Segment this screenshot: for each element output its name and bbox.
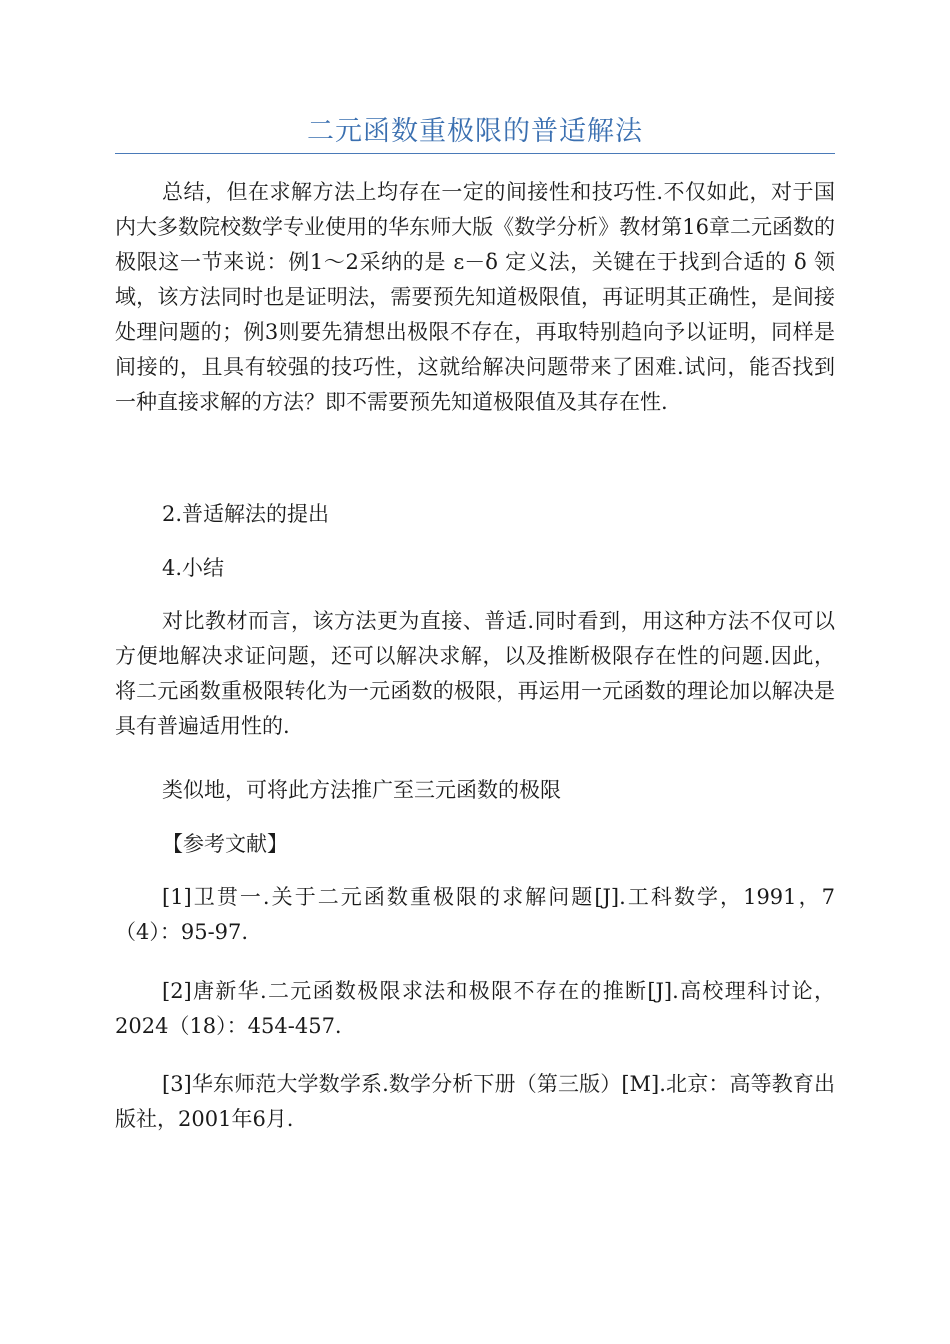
paragraph-summary: 总结，但在求解方法上均存在一定的间接性和技巧性.不仅如此，对于国内大多数院校数学专业使用的华东师大版《数学分析》教材第16章二元函数的极限这一节来说：例1～2采纳的是 ε－δ 定义法，关键在于找到合适的 δ 领域，该方法同时也是证明法，需要预先知道极限值，再证明其正确性，是间接处理问题的；例3则要先猜想出极限不存在，再取特别趋向予以证明，同样是间接的，且具有较强的技巧性，这就给解决问题带来了困难.试问，能否找到一种直接求解的方法？即不需要预先知道极限值及其存在性. — [115, 180, 835, 414]
references-heading: 【参考文献】 — [162, 832, 288, 856]
section-heading-conclusion: 4.小结 — [162, 556, 225, 580]
paragraph-conclusion: 对比教材而言，该方法更为直接、普适.同时看到，用这种方法不仅可以方便地解决求证问题，还可以解决求解，以及推断极限存在性的问题.因此，将二元函数重极限转化为一元函数的极限，再运用一元函数的理论加以解决是具有普遍适用性的. — [115, 609, 835, 738]
section-heading-method: 2.普适解法的提出 — [162, 502, 330, 526]
document-title: 二元函数重极限的普适解法 — [307, 116, 643, 147]
title-underline — [115, 153, 835, 154]
reference-item: [1]卫贯一.关于二元函数重极限的求解问题[J].工科数学，1991，7（4）：95-97. — [115, 885, 835, 944]
paragraph-extension: 类似地，可将此方法推广至三元函数的极限 — [162, 778, 561, 802]
reference-item: [2]唐新华.二元函数极限求法和极限不存在的推断[J].高校理科讨论，2024（18）：454-457. — [115, 979, 835, 1038]
reference-item: [3]华东师范大学数学系.数学分析下册（第三版）[M].北京：高等教育出版社，2001年6月. — [115, 1072, 835, 1131]
